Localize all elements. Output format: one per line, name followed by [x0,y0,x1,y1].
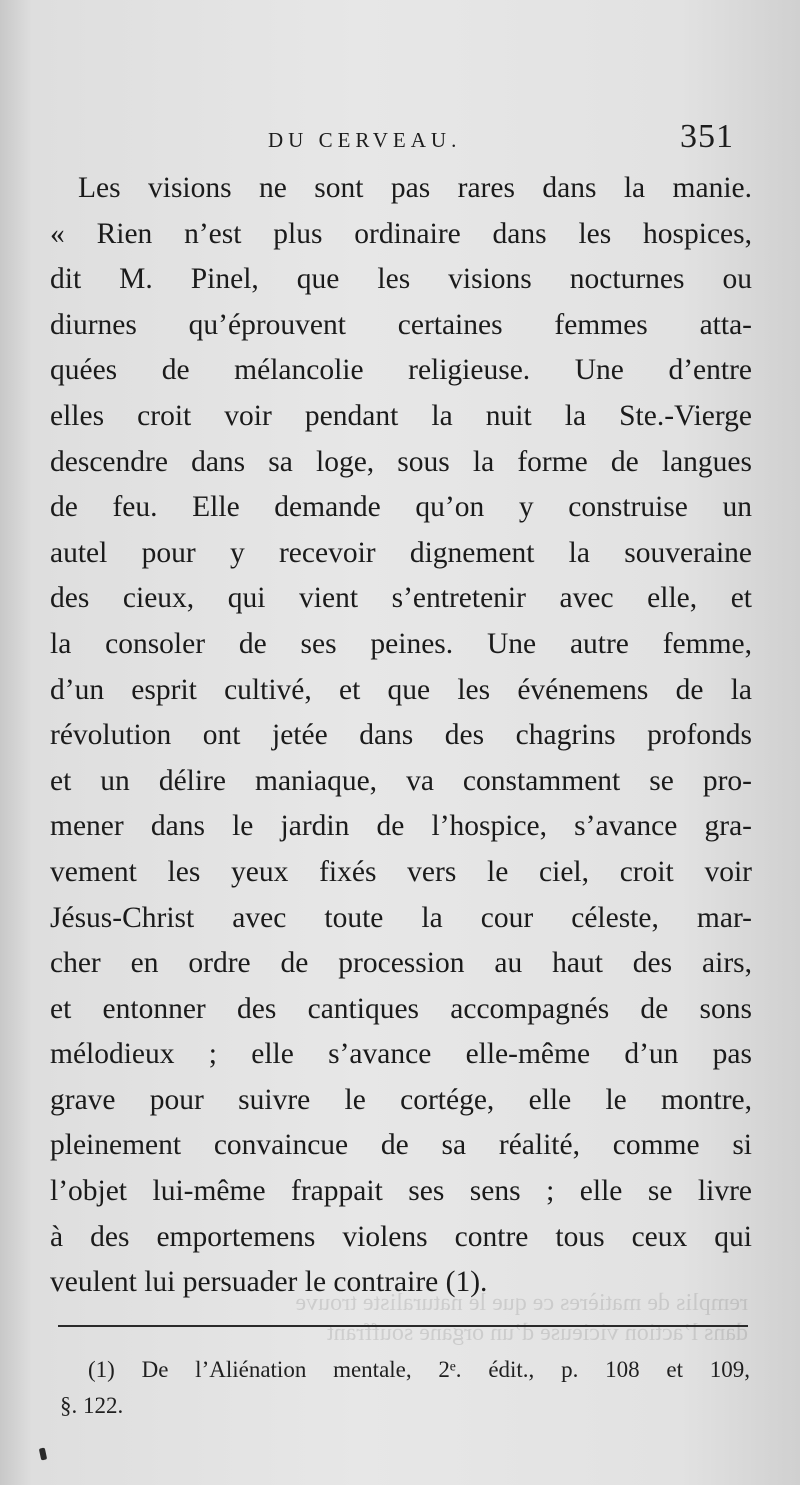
text-line: cher en ordre de procession au haut des airs, [50,947,752,980]
text-line: des cieux, qui vient s’entretenir avec elle, et [50,582,752,615]
text-line: elles croit voir pendant la nuit la Ste.-Vierge [50,399,752,432]
text-line: révolution ont jetée dans des chagrins profonds [50,719,752,752]
page-number: 351 [680,118,734,155]
text-line: diurnes qu’éprouvent certaines femmes atta- [50,308,752,341]
text-line: Les visions ne sont pas rares dans la manie. [78,172,752,204]
footnote-rule [58,1325,748,1327]
ink-mark [39,1448,47,1461]
text-line: mélodieux ; elle s’avance elle-même d’un pas [50,1038,752,1071]
text-line: Jésus-Christ avec toute la cour céleste, mar- [50,901,752,934]
bleed-through-text: remplis de matières ce que le naturaliste trouve dans l’action vicieuse d’un organe souffrant [295,1290,748,1346]
footnote-line: (1) De l’Aliénation mentale, 2ᵉ. édit., p. 108 et 109, [88,1357,750,1382]
footnote-line: §. 122. [60,1393,124,1418]
text-line: mener dans le jardin de l’hospice, s’avance gra- [50,810,752,843]
running-head: DU CERVEAU. [268,128,462,152]
text-line: et un délire maniaque, va constamment se pro- [50,764,752,797]
text-line: de feu. Elle demande qu’on y construise un [50,491,752,524]
footnote [60,1352,750,1424]
page-header [0,118,800,168]
text-line: d’un esprit cultivé, et que les événemens de la [50,673,752,706]
text-line: veulent lui persuader le contraire (1). [50,1266,488,1299]
text-line: pleinement convaincue de sa réalité, comme si [50,1129,752,1162]
text-line: l’objet lui-même frappait ses sens ; elle se livre [50,1175,752,1208]
text-line: « Rien n’est plus ordinaire dans les hospices, [50,217,752,250]
text-line: descendre dans sa loge, sous la forme de langues [50,445,752,478]
text-line: la consoler de ses peines. Une autre femme, [50,627,752,660]
text-line: quées de mélancolie religieuse. Une d’entre [50,354,752,387]
text-line: grave pour suivre le cortége, elle le montre, [50,1083,752,1116]
text-line: à des emportemens violens contre tous ceux qui [50,1220,752,1253]
text-line: vement les yeux fixés vers le ciel, croit voir [50,855,752,888]
text-line: autel pour y recevoir dignement la souveraine [50,536,752,569]
text-line: et entonner des cantiques accompagnés de sons [50,992,752,1025]
text-line: dit M. Pinel, que les visions nocturnes ou [50,263,752,296]
main-paragraph [50,166,752,1306]
